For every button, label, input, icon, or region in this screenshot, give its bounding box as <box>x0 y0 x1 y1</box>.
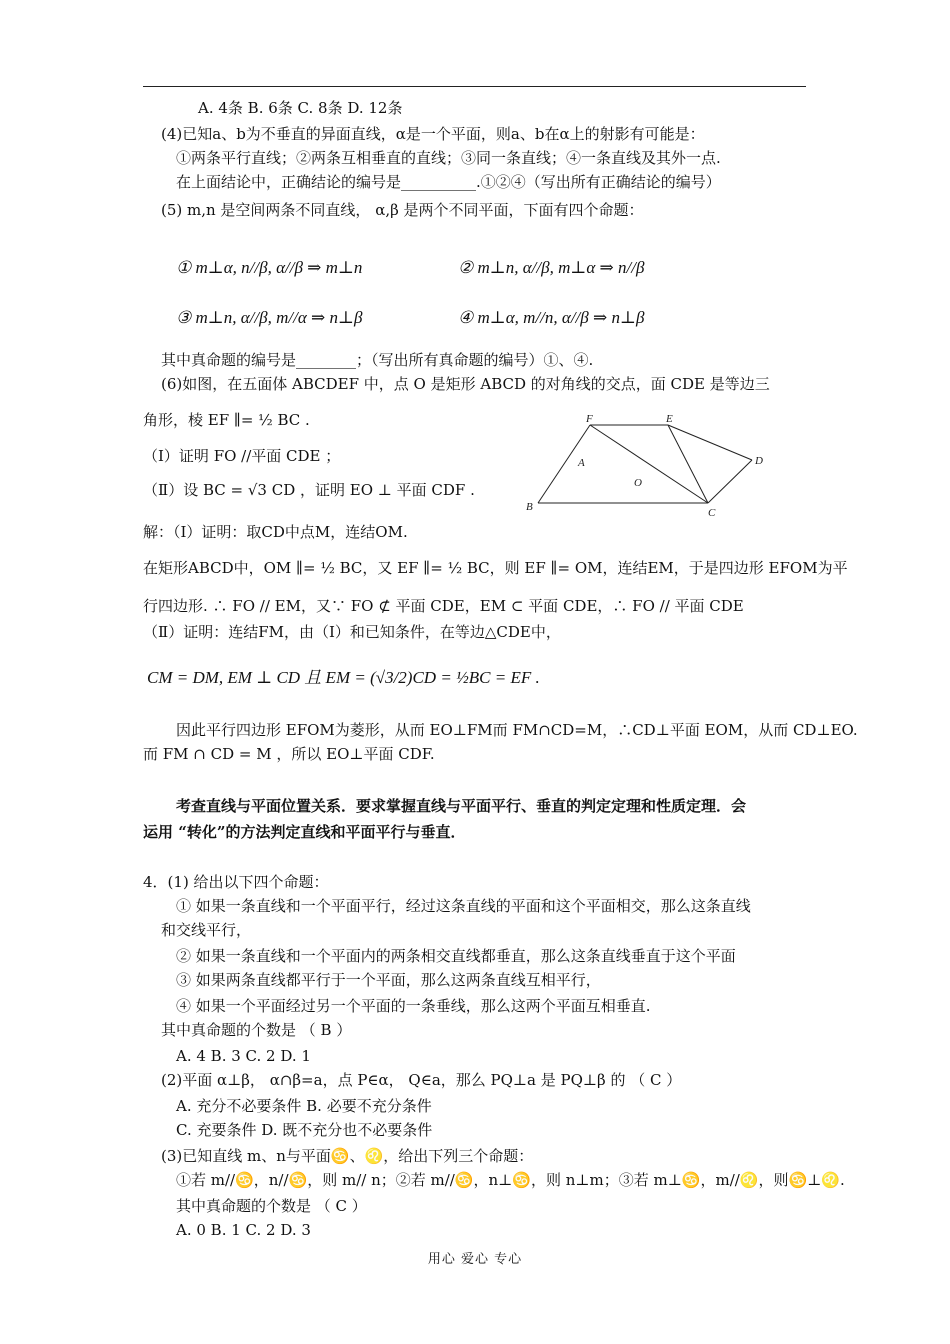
solution-equation: CM = DM, EM ⊥ CD 且 EM = (√3/2)CD = ½BC = EF . <box>147 668 540 687</box>
page-footer: 用心 爱心 专心 <box>427 1252 523 1267</box>
question-5-answer: 其中真命题的编号是________；（写出所有真命题的编号）①、④. <box>161 351 594 369</box>
edge-dc <box>708 460 752 503</box>
question-4-1-answer: 其中真命题的个数是 （ B ） <box>161 1021 352 1039</box>
question-6-part-2: （Ⅱ）设 BC = √3 CD ，证明 EO ⊥ 平面 CDF . <box>143 481 475 499</box>
label-d: D <box>755 455 763 467</box>
proposition-3: ③ m⊥n, α//β, m//α ⇒ n⊥β <box>176 308 363 327</box>
solution-line-3: 行四边形. ∴ FO // EM，又∵ FO ⊄ 平面 CDE，EM ⊂ 平面 CDE，∴ FO // 平面 CDE <box>143 597 744 615</box>
question-4-3-propositions: ①若 m//♋，n//♋，则 m// n；②若 m//♋，n⊥♋，则 n⊥m；③若 m⊥♋，m//♌，则♋⊥♌. <box>176 1171 845 1189</box>
label-c: C <box>708 507 716 519</box>
statement-1: ① 如果一条直线和一个平面平行，经过这条直线的平面和这个平面相交，那么这条直线 <box>176 897 751 915</box>
question-6-part-1: （Ⅰ）证明 FO //平面 CDE ； <box>143 447 341 465</box>
summary-line-2: 运用 “转化”的方法判定直线和平面平行与垂直． <box>143 823 466 841</box>
options-line-3: A. 4条 B. 6条 C. 8条 D. 12条 <box>198 99 403 117</box>
statement-1-cont: 和交线平行， <box>161 921 252 939</box>
label-a: A <box>578 457 585 469</box>
header-rule <box>143 86 806 87</box>
solution-line-2: 在矩形ABCD中，OM ∥= ½ BC，又 EF ∥= ½ BC，则 EF ∥= OM，连结EM，于是四边形 EFOM为平 <box>143 559 848 577</box>
solution-conclusion: 而 FM ∩ CD = M ，所以 EO⊥平面 CDF. <box>143 745 435 763</box>
question-5-stem: (5) m,n 是空间两条不同直线， α,β 是两个不同平面，下面有四个命题： <box>161 201 644 219</box>
question-4-2-options-cd: C. 充要条件 D. 既不充分也不必要条件 <box>176 1121 433 1139</box>
question-4-stem: (4)已知a、b为不垂直的异面直线，α是一个平面，则a、b在α上的射影有可能是： <box>161 125 705 143</box>
edge-ed <box>668 425 752 460</box>
question-4-2-stem: (2)平面 α⊥β， α∩β=a，点 P∈α， Q∈a，那么 PQ⊥a 是 PQ⊥β 的 （ C ） <box>161 1071 682 1089</box>
solution-line-5: 因此平行四边形 EFOM为菱形，从而 EO⊥FM而 FM∩CD=M，∴CD⊥平面 EOM，从而 CD⊥EO. <box>176 721 858 739</box>
statement-2: ② 如果一条直线和一个平面内的两条相交直线都垂直，那么这条直线垂直于这个平面 <box>176 947 736 965</box>
solution-part-1: 解：（Ⅰ）证明：取CD中点M，连结OM. <box>143 523 408 541</box>
question-4-1-options: A. 4 B. 3 C. 2 D. 1 <box>176 1047 311 1065</box>
label-f: F <box>586 413 593 425</box>
question-4-3-answer: 其中真命题的个数是 （ C ） <box>176 1197 367 1215</box>
statement-3: ③ 如果两条直线都平行于一个平面，那么这两条直线互相平行， <box>176 971 601 989</box>
solution-part-2: （Ⅱ）证明：连结FM，由（Ⅰ）和已知条件，在等边△CDE中， <box>143 623 561 641</box>
question-4-answer: 在上面结论中，正确结论的编号是__________.①②④（写出所有正确结论的编号） <box>176 173 721 191</box>
question-4-3-stem: (3)已知直线 m、n与平面♋、♌，给出下列三个命题： <box>161 1147 534 1165</box>
statement-4: ④ 如果一个平面经过另一个平面的一条垂线，那么这两个平面互相垂直. <box>176 997 651 1015</box>
pentahedron-figure <box>520 410 770 520</box>
edge-ec <box>668 425 708 503</box>
proposition-4: ④ m⊥α, m//n, α//β ⇒ n⊥β <box>458 308 645 327</box>
label-e: E <box>666 413 673 425</box>
edge-fc <box>590 425 708 503</box>
question-4-2-options-ab: A. 充分不必要条件 B. 必要不充分条件 <box>176 1097 432 1115</box>
question-6-stem-cont: 角形，棱 EF ∥= ½ BC . <box>143 411 310 429</box>
label-b: B <box>526 501 533 513</box>
question-6-stem: (6)如图，在五面体 ABCDEF 中，点 O 是矩形 ABCD 的对角线的交点，面 CDE 是等边三 <box>161 375 770 393</box>
question-4-1-stem: 4．(1) 给出以下四个命题： <box>143 873 329 891</box>
question-4-options: ①两条平行直线；②两条互相垂直的直线；③同一条直线；④一条直线及其外一点. <box>176 149 721 167</box>
label-o: O <box>634 477 642 489</box>
proposition-1: ① m⊥α, n//β, α//β ⇒ m⊥n <box>176 258 363 277</box>
proposition-2: ② m⊥n, α//β, m⊥α ⇒ n//β <box>458 258 645 277</box>
question-4-3-options: A. 0 B. 1 C. 2 D. 3 <box>176 1221 311 1239</box>
summary-line-1: 考查直线与平面位置关系．要求掌握直线与平面平行、垂直的判定定理和性质定理．会 <box>176 797 747 815</box>
